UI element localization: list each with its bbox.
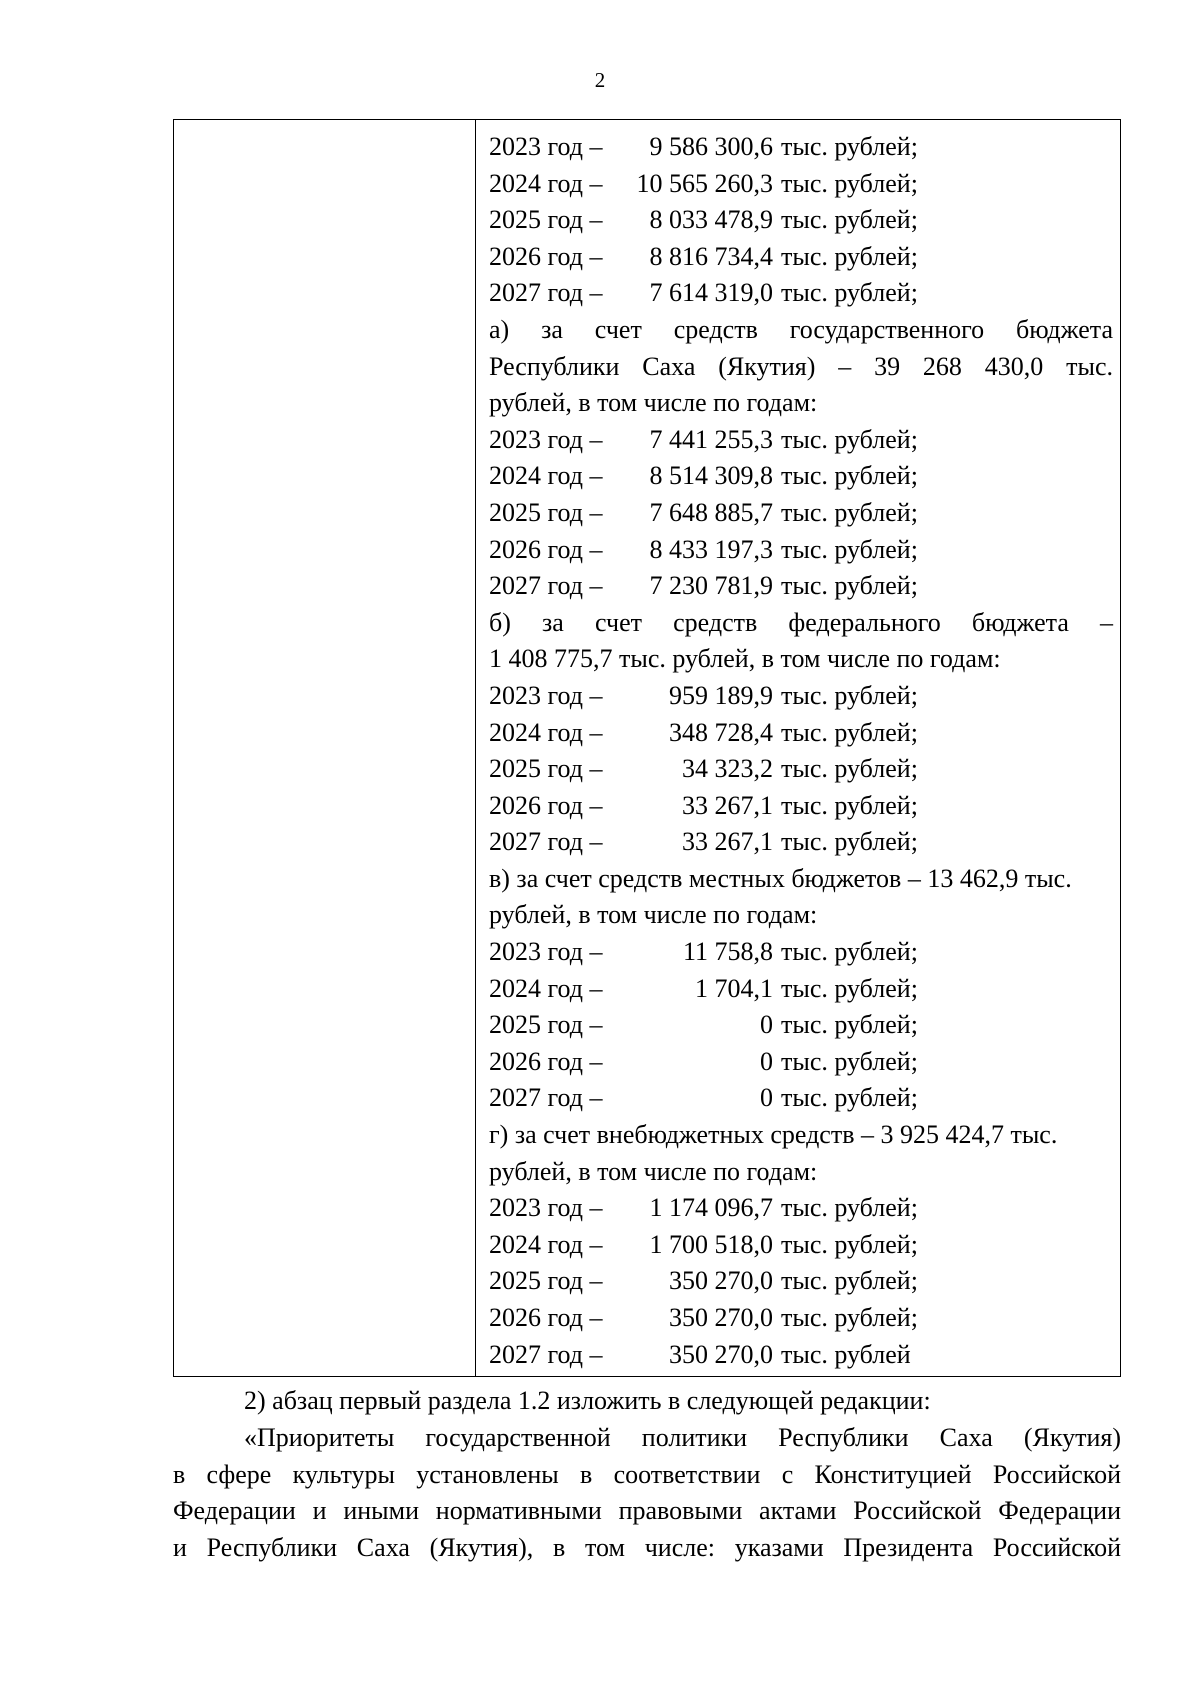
row-amount: 7 441 255,3	[649, 424, 773, 454]
row-year: 2025 год –	[489, 497, 603, 527]
row-unit: тыс. рублей;	[781, 717, 918, 747]
row-year: 2027 год –	[489, 278, 603, 308]
section-a-heading: рублей, в том числе по годам:	[489, 388, 818, 418]
total-row-2023	[489, 129, 1113, 166]
row-unit: тыс. рублей;	[781, 1010, 918, 1040]
row-year: 2024 год –	[489, 168, 603, 198]
section-a-row-2023	[489, 422, 1113, 459]
section-b-row-2026	[489, 788, 1113, 825]
table-right-cell	[476, 120, 1120, 1376]
section-b-row-2027	[489, 824, 1113, 861]
row-year: 2027 год –	[489, 1339, 603, 1369]
row-amount: 8 033 478,9	[649, 205, 773, 235]
row-amount: 7 230 781,9	[649, 571, 773, 601]
row-year: 2024 год –	[489, 1229, 603, 1259]
row-amount: 8 514 309,8	[649, 461, 773, 491]
row-amount: 350 270,0	[669, 1303, 773, 1332]
row-unit: тыс. рублей;	[781, 241, 918, 271]
row-amount: 1 700 518,0	[649, 1229, 773, 1259]
row-year: 2025 год –	[489, 1266, 603, 1296]
section-d-row-2025	[489, 1263, 1113, 1300]
row-unit: тыс. рублей;	[781, 937, 918, 967]
body-paragraph-amendment: 2) абзац первый раздела 1.2 изложить в следующей редакции:	[244, 1386, 931, 1415]
body-paragraph-priorities	[173, 1420, 1121, 1566]
section-d-row-2024	[489, 1227, 1113, 1264]
row-amount: 350 270,0	[669, 1339, 773, 1369]
total-row-2025	[489, 202, 1113, 239]
row-unit: тыс. рублей;	[781, 497, 918, 527]
section-b-heading: б) за счет средств федерального бюджета –	[489, 607, 1113, 637]
row-amount: 350 270,0	[669, 1266, 773, 1296]
row-amount: 7 648 885,7	[649, 497, 773, 527]
row-unit: тыс. рублей;	[781, 680, 918, 710]
row-amount: 959 189,9	[669, 680, 773, 710]
paragraph-line: и Республики Саха (Якутия), в том числе: указами Президента Российской	[173, 1532, 1121, 1562]
row-amount: 0	[760, 1010, 773, 1040]
row-amount: 1 174 096,7	[649, 1193, 773, 1223]
row-amount: 7 614 319,0	[649, 278, 773, 308]
row-year: 2027 год –	[489, 827, 603, 857]
row-amount: 33 267,1	[682, 790, 773, 820]
section-c-row-2023	[489, 934, 1113, 971]
row-year: 2023 год –	[489, 937, 603, 967]
section-b-heading: 1 408 775,7 тыс. рублей, в том числе по годам:	[489, 644, 1001, 674]
row-year: 2023 год –	[489, 680, 603, 710]
row-unit: тыс. рублей;	[781, 1266, 918, 1296]
row-unit: тыс. рублей;	[781, 1303, 918, 1332]
row-unit: тыс. рублей;	[781, 790, 918, 820]
row-year: 2026 год –	[489, 534, 603, 564]
row-unit: тыс. рублей;	[781, 1229, 918, 1259]
row-unit: тыс. рублей;	[781, 1046, 918, 1076]
row-amount: 8 433 197,3	[649, 534, 773, 564]
row-amount: 0	[760, 1083, 773, 1113]
section-a-row-2025	[489, 495, 1113, 532]
row-year: 2024 год –	[489, 973, 603, 1003]
row-amount: 8 816 734,4	[649, 241, 773, 271]
row-unit: тыс. рублей;	[781, 461, 918, 491]
row-unit: тыс. рублей;	[781, 1083, 918, 1113]
row-unit: тыс. рублей;	[781, 205, 918, 235]
section-a-heading: Республики Саха (Якутия) – 39 268 430,0 тыс.	[489, 351, 1113, 381]
row-unit: тыс. рублей	[781, 1339, 911, 1369]
row-year: 2026 год –	[489, 1303, 603, 1332]
paragraph-line: в сфере культуры установлены в соответствии с Конституцией Российской	[173, 1459, 1121, 1489]
row-amount: 1 704,1	[695, 973, 773, 1003]
section-a-heading: а) за счет средств государственного бюджета	[489, 314, 1113, 344]
section-b-row-2025	[489, 751, 1113, 788]
funding-table	[173, 119, 1121, 1377]
row-unit: тыс. рублей;	[781, 973, 918, 1003]
row-amount: 348 728,4	[669, 717, 773, 747]
row-unit: тыс. рублей;	[781, 278, 918, 308]
section-a-row-2024	[489, 458, 1113, 495]
section-c-heading: рублей, в том числе по годам:	[489, 900, 818, 930]
section-d-row-2027	[489, 1337, 1113, 1374]
total-row-2027	[489, 275, 1113, 312]
row-unit: тыс. рублей;	[781, 424, 918, 454]
section-d-heading: рублей, в том числе по годам:	[489, 1156, 818, 1186]
row-amount: 10 565 260,3	[636, 168, 773, 198]
row-unit: тыс. рублей;	[781, 754, 918, 784]
paragraph-line: «Приоритеты государственной политики Республики Саха (Якутия)	[244, 1423, 1121, 1452]
section-c-row-2025	[489, 1007, 1113, 1044]
row-year: 2027 год –	[489, 571, 603, 601]
row-year: 2023 год –	[489, 1193, 603, 1223]
row-year: 2025 год –	[489, 754, 603, 784]
row-unit: тыс. рублей;	[781, 132, 918, 161]
row-year: 2026 год –	[489, 1046, 603, 1076]
row-year: 2027 год –	[489, 1083, 603, 1113]
row-amount: 34 323,2	[682, 754, 773, 784]
paragraph-line: Федерации и иными нормативными правовыми актами Российской Федерации	[173, 1496, 1121, 1525]
section-a-row-2026	[489, 532, 1113, 569]
row-unit: тыс. рублей;	[781, 1193, 918, 1223]
row-unit: тыс. рублей;	[781, 168, 918, 198]
section-b-row-2023	[489, 678, 1113, 715]
row-unit: тыс. рублей;	[781, 571, 918, 601]
row-year: 2024 год –	[489, 461, 603, 491]
section-b-row-2024	[489, 715, 1113, 752]
row-amount: 0	[760, 1046, 773, 1076]
section-d-heading: г) за счет внебюджетных средств – 3 925 424,7 тыс.	[489, 1120, 1058, 1150]
section-c-row-2026	[489, 1044, 1113, 1081]
row-year: 2025 год –	[489, 205, 603, 235]
row-amount: 9 586 300,6	[649, 132, 773, 161]
section-d-row-2023	[489, 1190, 1113, 1227]
total-row-2024	[489, 166, 1113, 203]
section-c-heading: в) за счет средств местных бюджетов – 13 462,9 тыс.	[489, 863, 1072, 893]
row-year: 2023 год –	[489, 132, 603, 161]
section-d-row-2026	[489, 1300, 1113, 1337]
section-a-row-2027	[489, 568, 1113, 605]
row-unit: тыс. рублей;	[781, 534, 918, 564]
section-c-row-2024	[489, 971, 1113, 1008]
table-left-cell	[174, 120, 476, 1376]
total-row-2026	[489, 239, 1113, 276]
row-year: 2025 год –	[489, 1010, 603, 1040]
row-year: 2024 год –	[489, 717, 603, 747]
row-unit: тыс. рублей;	[781, 827, 918, 857]
row-year: 2026 год –	[489, 241, 603, 271]
row-amount: 33 267,1	[682, 827, 773, 857]
row-amount: 11 758,8	[682, 937, 773, 967]
page-number: 2	[594, 68, 606, 92]
section-c-row-2027	[489, 1080, 1113, 1117]
row-year: 2026 год –	[489, 790, 603, 820]
row-year: 2023 год –	[489, 424, 603, 454]
